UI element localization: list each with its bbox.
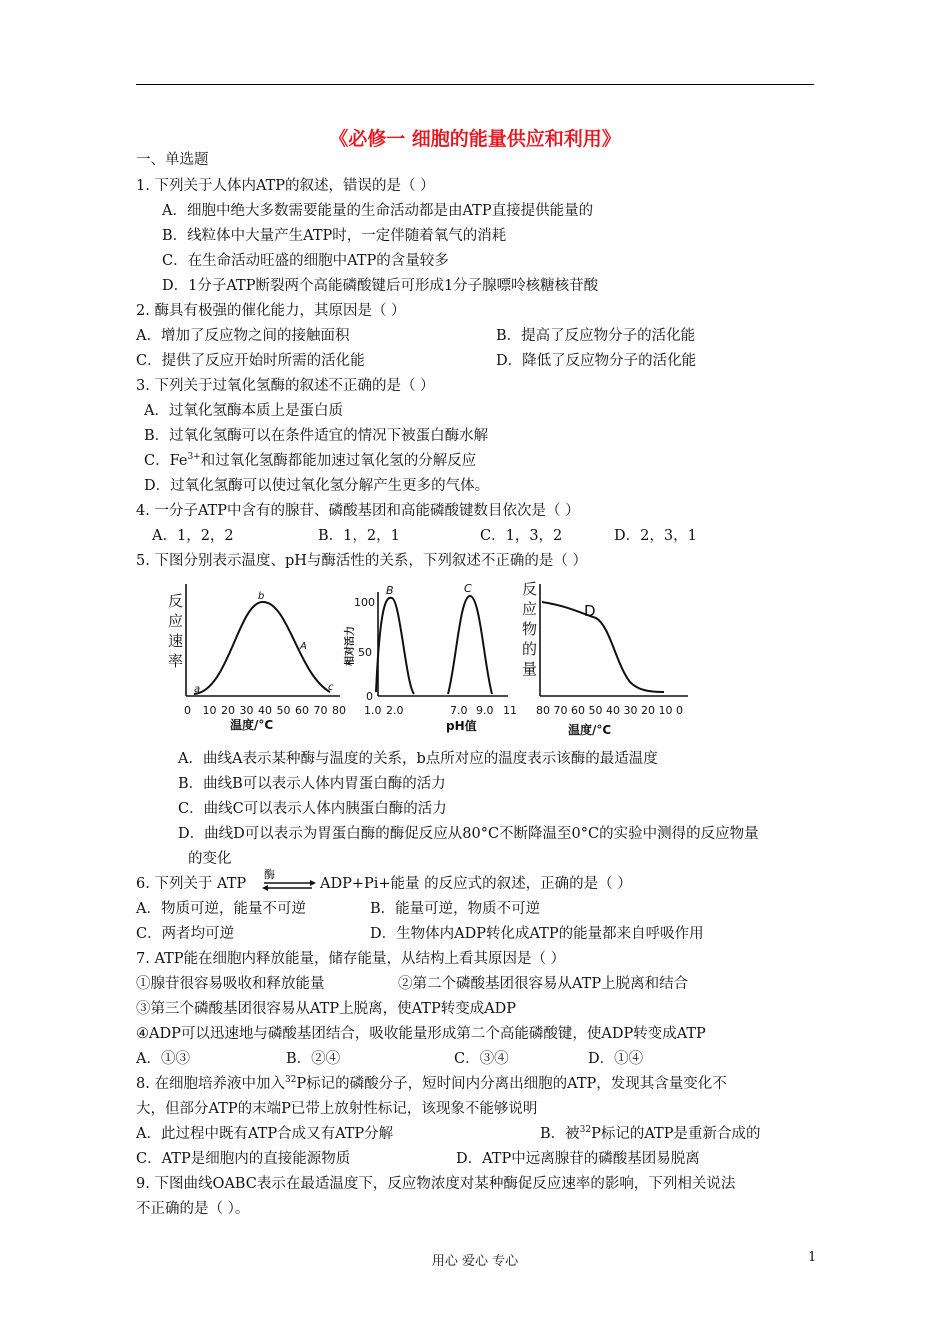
q7-statement-2: ②第二个磷酸基团很容易从ATP上脱离和结合 [398,976,689,992]
q7-option-b: B．②④ [286,1051,341,1067]
g2-xlabel: pH值 [446,719,477,733]
g2-xtick-11: 11 [503,704,517,717]
g1-xtick-0: 0 [184,704,191,717]
g1-ylabel-1: 应 [168,612,184,630]
g2-point-b: B [386,584,394,597]
q2-stem: 2. 酶具有极强的催化能力，其原因是（ ） [136,303,406,319]
enzyme-activity-figure [158,574,718,744]
g1-ylabel-2: 速 [168,632,184,650]
q7-stem: 7. ATP能在细胞内释放能量，储存能量，从结构上看其原因是（ ） [136,951,566,967]
q2-option-a: A．增加了反应物之间的接触面积 [136,328,350,344]
graph-ph-activity [343,582,517,733]
g3-xticks [536,704,683,717]
q4-option-c: C．1，3，2 [480,528,563,544]
g3-ylabel-1: 应 [522,600,538,618]
g1-curve-a [194,602,330,694]
g1-xtick-20: 20 [221,704,235,717]
q7-statement-3: ③第三个磷酸基团很容易从ATP上脱离，使ATP转变成ADP [136,1001,517,1017]
q5-option-d-line2: 的变化 [188,851,232,867]
g2-point-c: C [464,582,472,595]
q5-stem: 5. 下图分别表示温度、pH与酶活性的关系，下列叙述不正确的是（ ） [136,553,587,569]
g3-xtick-10: 10 [658,704,673,717]
q1-option-c: C．在生命活动旺盛的细胞中ATP的含量较多 [162,253,449,269]
g1-xticks [184,704,346,717]
graph-temperature-reactant [522,580,688,737]
q7-option-c: C．③④ [454,1051,509,1067]
g2-ylabel: 相对活力 [345,626,356,666]
g1-xtick-10: 10 [202,704,217,717]
q8-stem-line2: 大，但部分ATP的末端P已带上放射性标记，该现象不能够说明 [136,1101,538,1117]
g3-xtick-60: 60 [571,704,585,717]
g2-xtick-1: 1.0 [364,704,382,717]
g1-point-a: a [194,684,201,695]
q7-statement-1: ①腺苷很容易吸收和释放能量 [136,976,325,992]
g3-ylabel-2: 物 [522,620,538,638]
g1-xtick-80: 80 [332,704,346,717]
g3-xtick-30: 30 [623,704,638,717]
q2-option-c: C．提供了反应开始时所需的活化能 [136,353,365,369]
q5-option-d-line1: D．曲线D可以表示为胃蛋白酶的酶促反应从80°C不断降温至0°C的实验中测得的反应物量 [178,826,759,842]
g1-xtick-60: 60 [295,704,309,717]
g1-xtick-70: 70 [313,704,328,717]
page-number: 1 [808,1250,817,1265]
g3-ylabel-0: 反 [522,580,538,598]
q7-option-d: D．①④ [588,1051,644,1067]
g2-curve-b [376,598,414,694]
q3-stem: 3. 下列关于过氧化氢酶的叙述不正确的是（ ） [136,378,435,394]
g1-point-b: b [258,591,265,602]
q4-option-a: A．1，2，2 [152,528,234,544]
q8-option-b-rest: P标记的ATP是重新合成的 [591,1126,761,1142]
g1-point-c: c [328,682,334,693]
page-title: 《必修一 细胞的能量供应和利用》 [329,128,621,150]
g1-xtick-40: 40 [258,704,272,717]
q4-stem: 4. 一分子ATP中含有的腺苷、磷酸基团和高能磷酸键数目依次是（ ） [136,503,580,519]
q9-stem-line2: 不正确的是（ ）。 [136,1201,250,1217]
q6-option-a: A．物质可逆，能量不可逆 [136,901,306,917]
q6-option-c: C．两者均可逆 [136,926,235,942]
q7-option-a: A．①③ [136,1051,190,1067]
q8-option-b [540,1124,760,1144]
g3-xtick-70: 70 [553,704,568,717]
q8-option-b-prefix: B．被 [540,1126,580,1142]
q8-option-a: A．此过程中既有ATP合成又有ATP分解 [136,1126,394,1142]
q8-option-d: D．ATP中远离腺苷的磷酸基团易脱离 [456,1151,700,1167]
q3-option-c-rest: 和过氧化氢酶都能加速过氧化氢的分解反应 [200,453,477,469]
q4-option-b: B．1，2，1 [318,528,400,544]
g3-ylabel-3: 的 [522,640,538,658]
forward-arrowhead [310,880,316,886]
q1-option-d: D．1分子ATP断裂两个高能磷酸键后可形成1分子腺嘌呤核糖核苷酸 [162,278,599,294]
q1-stem: 1. 下列关于人体内ATP的叙述，错误的是（ ） [136,178,435,194]
enzyme-graphs-svg [158,574,718,744]
g1-xlabel: 温度/°C [230,718,274,732]
reverse-arrowhead [262,885,268,891]
g1-ylabel-3: 率 [168,652,184,670]
q8-isotope-sup: 32 [284,1075,297,1086]
g2-ytick-100: 100 [354,596,375,609]
g1-point-curve-label: A [300,641,307,652]
q2-option-b: B．提高了反应物分子的活化能 [496,328,696,344]
g3-ylabel-4: 量 [522,660,538,678]
q1-option-a: A．细胞中绝大多数需要能量的生命活动都是由ATP直接提供能量的 [162,203,594,219]
footer-motto: 用心 爱心 专心 [431,1254,519,1269]
g1-xtick-50: 50 [276,704,291,717]
q8-stem-line1 [136,1074,727,1094]
q3-option-c-prefix: C．Fe [144,453,188,469]
q6-stem-prefix: 6. 下列关于 ATP [136,876,247,892]
g3-xtick-0: 0 [676,704,683,717]
g3-xtick-20: 20 [641,704,655,717]
q5-option-a: A．曲线A表示某种酶与温度的关系，b点所对应的温度表示该酶的最适温度 [178,751,658,767]
q9-stem-line1: 9. 下图曲线OABC表示在最适温度下，反应物浓度对某种酶促反应速率的影响，下列相关说法 [136,1176,736,1192]
q3-option-a: A．过氧化氢酶本质上是蛋白质 [144,403,343,419]
g3-xtick-50: 50 [588,704,603,717]
g2-ytick-50: 50 [358,646,372,659]
header-rule [136,84,814,85]
section-heading: 一、单选题 [136,152,209,168]
q8-stem-prefix: 8. 在细胞培养液中加入 [136,1076,285,1092]
q2-option-d: D．降低了反应物分子的活化能 [496,353,697,369]
g2-xtick-7: 7.0 [450,704,468,717]
q4-option-d: D．2，3，1 [614,528,697,544]
g2-xtick-2: 2.0 [386,704,404,717]
q6-option-d: D．生物体内ADP转化成ATP的能量都来自呼吸作用 [370,926,704,942]
g3-xtick-80: 80 [536,704,550,717]
q8-option-b-sup: 32 [579,1125,592,1136]
g1-xtick-30: 30 [239,704,254,717]
g2-xtick-9: 9.0 [476,704,494,717]
q8-option-c: C．ATP是细胞内的直接能源物质 [136,1151,351,1167]
g1-ylabel-0: 反 [168,592,184,610]
g3-point-d: D [584,602,596,620]
q5-option-c: C．曲线C可以表示人体内胰蛋白酶的活力 [178,801,447,817]
q6-stem-suffix: ADP+Pi+能量 的反应式的叙述，正确的是（ ） [320,876,632,892]
q3-option-c-sup: 3+ [187,452,201,463]
q8-stem-rest: P标记的磷酸分子，短时间内分离出细胞的ATP，发现其含量变化不 [296,1076,727,1092]
g2-ytick-0: 0 [366,690,373,703]
reversible-arrow-svg [262,868,316,894]
g3-xlabel: 温度/°C [568,723,612,737]
q5-option-b: B．曲线B可以表示人体内胃蛋白酶的活力 [178,776,446,792]
g2-curve-c [448,596,492,694]
q7-statement-4: ④ADP可以迅速地与磷酸基团结合，吸收能量形成第二个高能磷酸键，使ADP转变成ATP [136,1026,706,1042]
q1-option-b: B．线粒体中大量产生ATP时，一定伴随着氧气的消耗 [162,228,507,244]
q3-option-c [144,451,476,471]
graph-temperature-rate [168,584,346,732]
reversible-arrow [262,868,316,894]
g3-curve-d [542,602,664,692]
g3-xtick-40: 40 [606,704,620,717]
q3-option-d: D．过氧化氢酶可以使过氧化氢分解产生更多的气体。 [144,478,490,494]
enzyme-label: 酶 [264,868,275,881]
q3-option-b: B．过氧化氢酶可以在条件适宜的情况下被蛋白酶水解 [144,428,489,444]
q6-option-b: B．能量可逆，物质不可逆 [370,901,541,917]
